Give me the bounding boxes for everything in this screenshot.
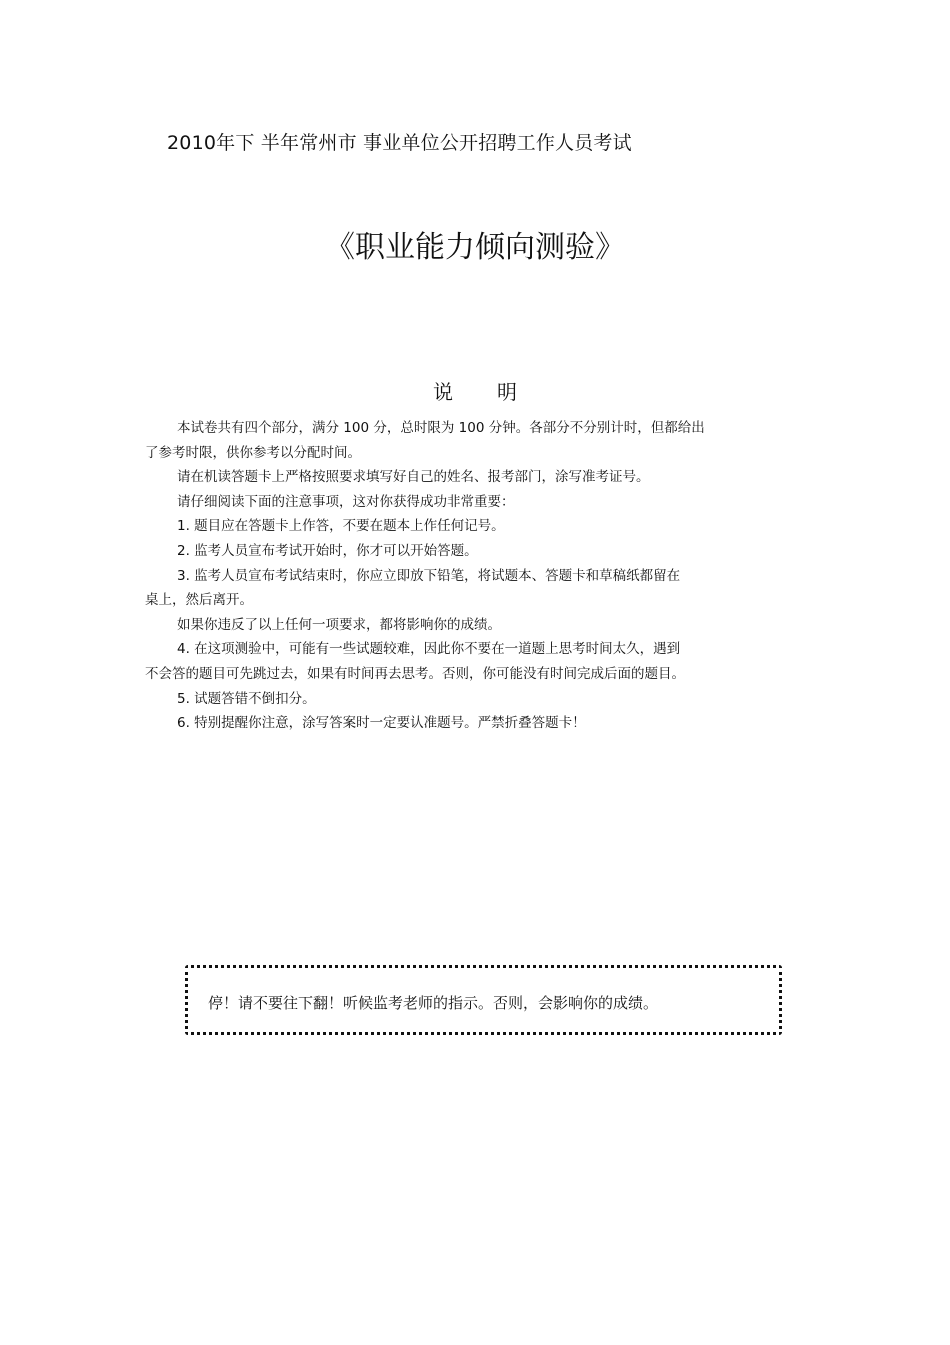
- exam-title: 《职业能力倾向测验》: [325, 230, 625, 265]
- stop-notice-text: 停！请不要往下翻！听候监考老师的指示。否则，会影响你的成绩。: [208, 994, 659, 1012]
- instruction-item: 2. 监考人员宣布考试开始时，你才可以开始答题。: [177, 542, 478, 559]
- stop-notice-box: [185, 965, 782, 1035]
- instruction-paragraph: 请在机读答题卡上严格按照要求填写好自己的姓名、报考部门，涂写准考证号。: [177, 469, 650, 486]
- instructions-body: [145, 416, 795, 736]
- instruction-item: 4. 在这项测验中，可能有一些试题较难，因此你不要在一道题上思考时间太久，遇到: [177, 641, 681, 658]
- instruction-paragraph: 了参考时限，供你参考以分配时间。: [145, 444, 361, 461]
- instruction-paragraph: 本试卷共有四个部分，满分 100 分，总时限为 100 分钟。各部分不分别计时，但都给出: [177, 420, 705, 436]
- instruction-item: 6. 特别提醒你注意，涂写答案时一定要认准题号。严禁折叠答题卡！: [177, 715, 586, 732]
- exam-header: 2010年下 半年常州市 事业单位公开招聘工作人员考试: [167, 132, 632, 154]
- instruction-item: 3. 监考人员宣布考试结束时，你应立即放下铅笔，将试题本、答题卡和草稿纸都留在: [177, 567, 681, 584]
- instructions-heading: 说明: [433, 380, 561, 404]
- instruction-item-continued: 桌上，然后离开。: [145, 592, 253, 609]
- instruction-paragraph: 请仔细阅读下面的注意事项，这对你获得成功非常重要：: [177, 493, 515, 510]
- instruction-item: 5. 试题答错不倒扣分。: [177, 690, 316, 707]
- instruction-item-continued: 不会答的题目可先跳过去，如果有时间再去思考。否则，你可能没有时间完成后面的题目。: [145, 665, 685, 682]
- instruction-paragraph: 如果你违反了以上任何一项要求，都将影响你的成绩。: [177, 616, 501, 633]
- instruction-item: 1. 题目应在答题卡上作答，不要在题本上作任何记号。: [177, 518, 505, 535]
